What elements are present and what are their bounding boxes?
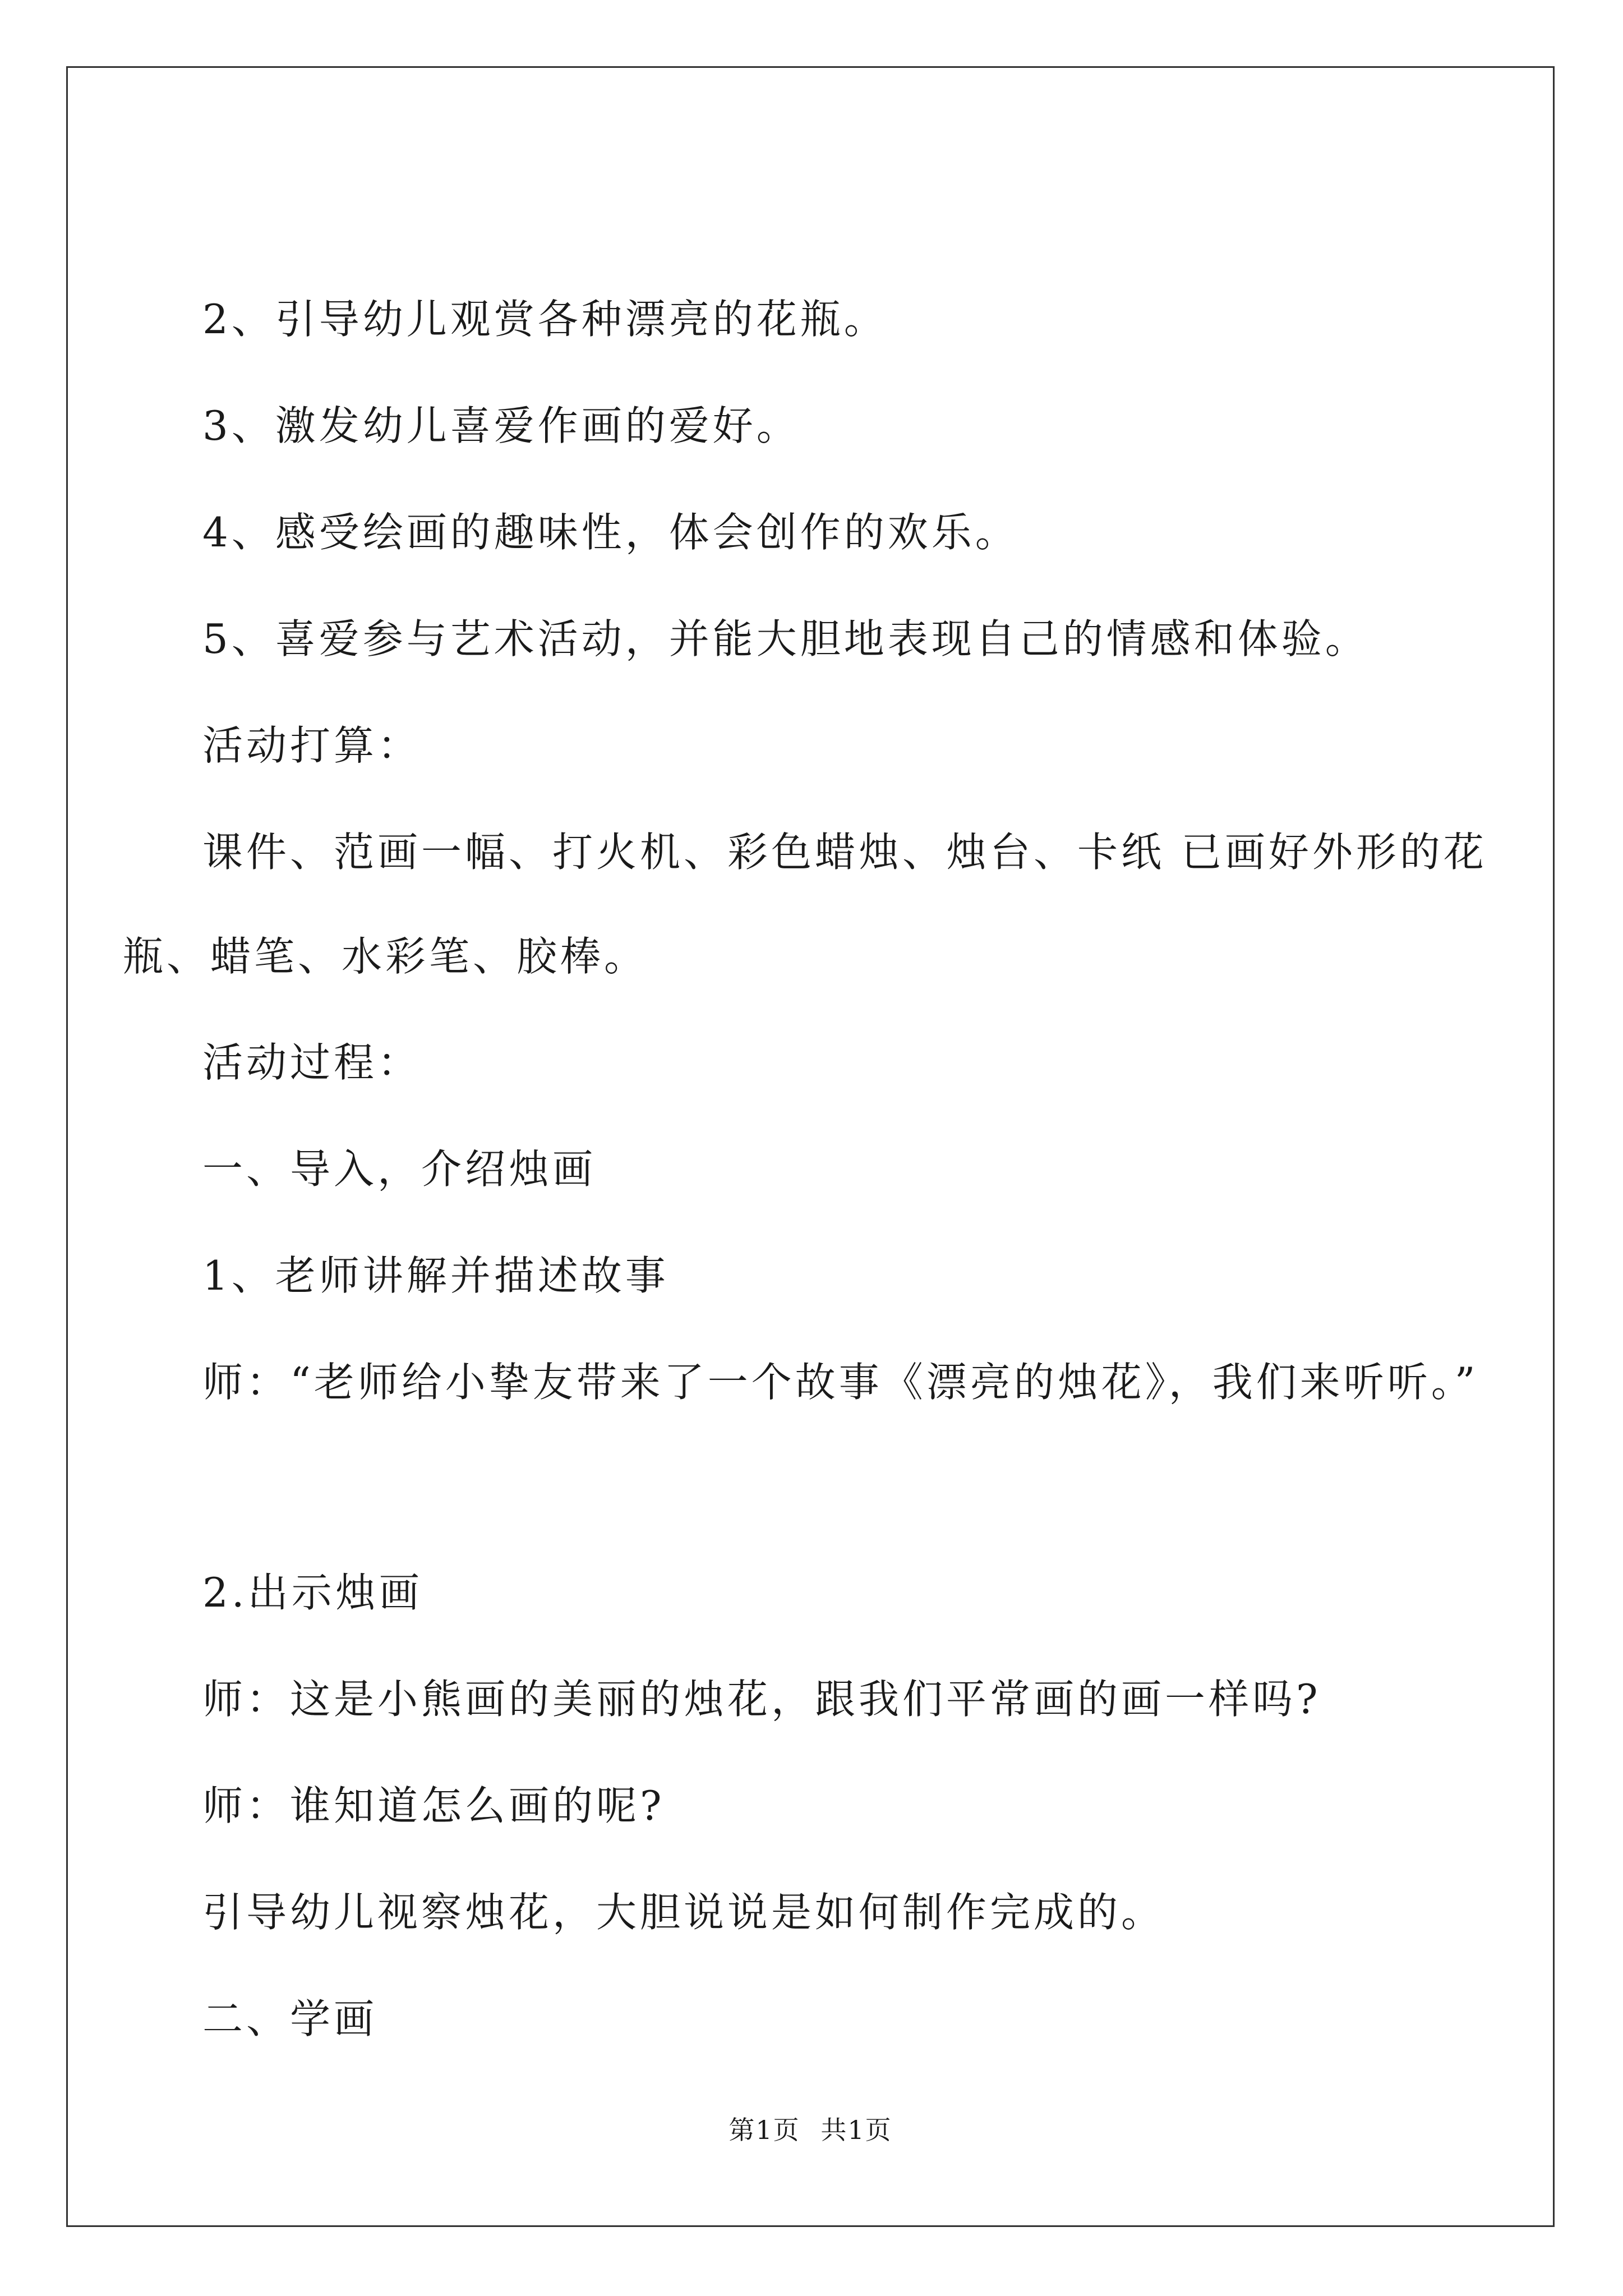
page-frame	[66, 66, 1555, 2227]
paragraph-goal-3: 3、激发幼儿喜爱作画的爱好。	[202, 402, 800, 449]
step-show-painting: 2.出示烛画	[202, 1569, 423, 1616]
page-number: 第1页	[728, 2115, 800, 2145]
heading-preparation: 活动打算：	[202, 722, 422, 769]
paragraph-goal-4: 4、感受绘画的趣味性，体会创作的欢乐。	[202, 509, 1019, 556]
section-intro: 一、导入，介绍烛画	[202, 1145, 597, 1193]
heading-process: 活动过程：	[202, 1039, 422, 1086]
page-total: 共1页	[820, 2115, 892, 2145]
paragraph-teacher-question-1: 师：这是小熊画的美丽的烛花，跟我们平常画的画一样吗?	[202, 1676, 1321, 1723]
step-story: 1、老师讲解并描述故事	[202, 1252, 669, 1299]
paragraph-teacher-story: 师：“老师给小挚友带来了一个故事《漂亮的烛花》，我们来听听。”	[202, 1359, 1479, 1406]
paragraph-materials: 课件、范画一幅、打火机、彩色蜡烛、烛台、卡纸 已画好外形的花瓶、蜡笔、水彩笔、胶棒。	[123, 829, 1487, 980]
paragraph-teacher-question-2: 师：谁知道怎么画的呢?	[202, 1782, 665, 1829]
paragraph-goal-2: 2、引导幼儿观赏各种漂亮的花瓶。	[202, 296, 888, 343]
paragraph-goal-5: 5、喜爱参与艺术活动，并能大胆地表现自己的情感和体验。	[202, 615, 1369, 662]
page-footer	[68, 2110, 1553, 2147]
document-body	[68, 68, 1553, 2225]
section-learn-drawing: 二、学画	[202, 1995, 378, 2042]
paragraph-guide-observe: 引导幼儿视察烛花，大胆说说是如何制作完成的。	[202, 1889, 1165, 1936]
